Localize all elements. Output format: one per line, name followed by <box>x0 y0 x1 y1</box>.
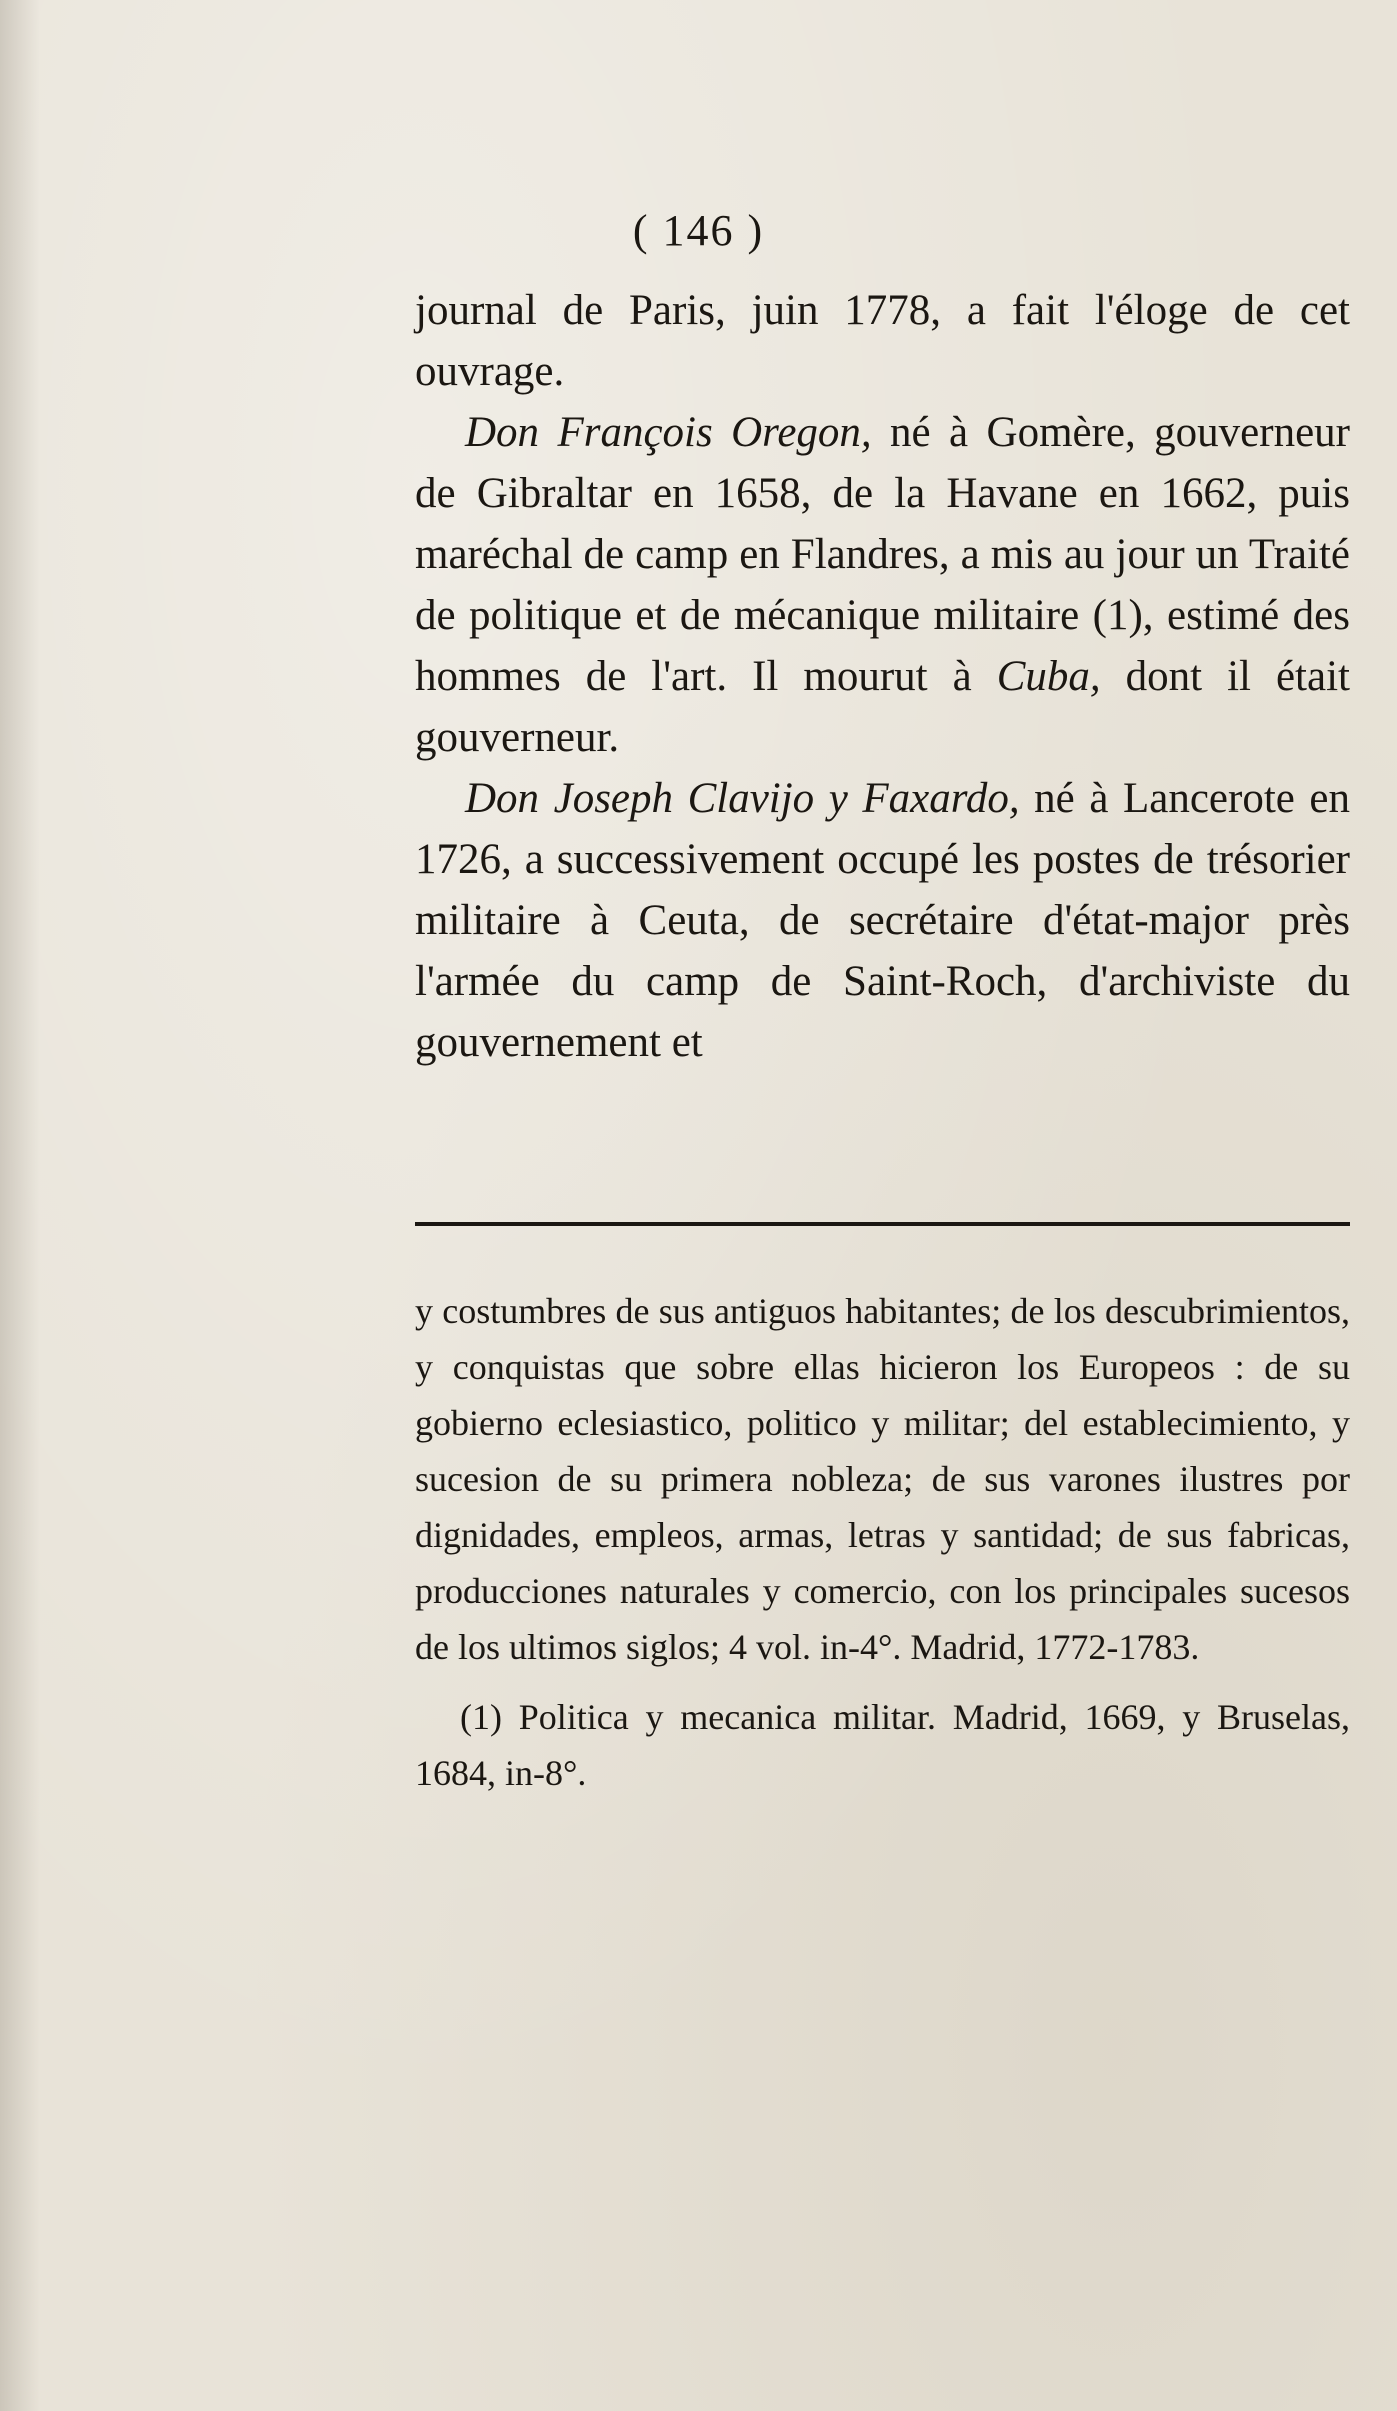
paragraph-journal: journal de Paris, juin 1778, a fait l'éloge de cet ouvrage. <box>415 287 1350 395</box>
paragraph-oregon-end: dont il était gouverneur. <box>415 653 1350 761</box>
paragraph-oregon <box>415 402 1350 768</box>
page-number: ( 146 ) <box>632 206 765 255</box>
footnote-1: (1) Politica y mecanica militar. Madrid, 1669, y Bruselas, 1684, in-8°. <box>415 1697 1350 1793</box>
binding-shadow <box>0 0 40 2411</box>
paragraph-clavijo <box>415 768 1350 1073</box>
footnote-continuation: y costumbres de sus antiguos habitantes; de los descubrimientos, y conquistas que sobre ellas hicieron los Europeos : de su gobierno eclesiastico, politico y militar; del establecimiento, y sucesion de su primera nobleza; de sus varones ilustres por dignidades, empleos, armas, letras y santidad; de sus fabricas, producciones naturales y comercio, con los principales sucesos de los ultimos siglos; 4 vol. in-4°. Madrid, 1772-1783. <box>415 1291 1350 1667</box>
main-text <box>415 280 1350 1073</box>
paragraph-oregon-text: né à Gomère, gouverneur de Gibraltar en 1658, de la Havane en 1662, puis maréchal de camp en Flandres, a mis au jour un Traité de politique et de mécanique militaire (1), estimé des hommes de l'art. Il mourut à <box>415 409 1350 700</box>
person-name-clavijo: Don Joseph Clavijo y Faxardo, <box>465 775 1020 822</box>
footnote-divider <box>415 1222 1350 1226</box>
person-name-oregon: Don François Oregon, <box>465 409 872 456</box>
place-name-cuba: Cuba, <box>996 653 1101 700</box>
footnotes <box>415 1283 1350 1801</box>
paragraph-clavijo-text: né à Lancerote en 1726, a successivement occupé les postes de trésorier militaire à Ceuta, de secrétaire d'état-major près l'armée du camp de Saint-Roch, d'archiviste du gouvernement et <box>415 775 1350 1066</box>
